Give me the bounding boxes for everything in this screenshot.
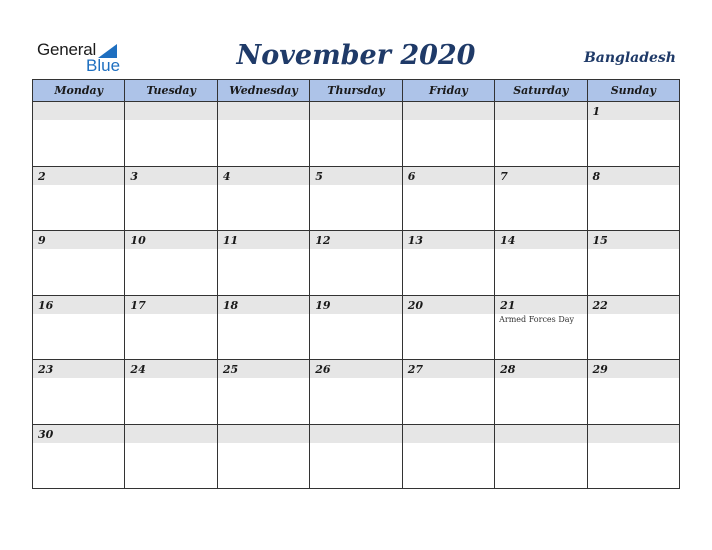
- day-cell: [310, 360, 402, 425]
- day-number: 2: [38, 169, 46, 183]
- day-number: 6: [407, 169, 416, 183]
- day-number: 7: [500, 169, 508, 183]
- day-number: 21: [500, 298, 516, 312]
- day-cell: [125, 295, 217, 360]
- day-cell: [217, 102, 309, 167]
- week-row: [33, 166, 680, 231]
- day-number: 20: [407, 298, 423, 312]
- day-number-bar: [495, 167, 586, 185]
- day-cell: [587, 424, 679, 489]
- day-number-bar: [588, 167, 679, 185]
- day-cell: [217, 231, 309, 296]
- week-row: [33, 424, 680, 489]
- logo-text-general: General: [37, 40, 97, 59]
- day-number: 16: [38, 298, 54, 312]
- day-cell: [587, 102, 679, 167]
- day-number-bar: [588, 102, 679, 120]
- day-cell: [33, 231, 125, 296]
- day-number-bar: [403, 102, 494, 120]
- day-number-bar: [218, 425, 309, 443]
- weekday-sunday: Sunday: [587, 80, 679, 102]
- day-cell: [310, 424, 402, 489]
- day-cell: [402, 424, 494, 489]
- day-cell: [217, 295, 309, 360]
- day-cell: [587, 360, 679, 425]
- day-number-bar: [125, 167, 216, 185]
- day-number-bar: [33, 102, 124, 120]
- day-number-bar: [310, 102, 401, 120]
- weekday-monday: Monday: [33, 80, 125, 102]
- weekday-thursday: Thursday: [310, 80, 402, 102]
- day-number-bar: [403, 425, 494, 443]
- day-cell: [495, 424, 587, 489]
- day-number: 18: [222, 298, 239, 312]
- day-number-bar: [310, 425, 401, 443]
- day-number: 11: [222, 234, 239, 247]
- day-cell: [495, 166, 587, 231]
- day-cell: [402, 360, 494, 425]
- day-number-bar: [495, 425, 586, 443]
- day-number: 22: [592, 298, 608, 312]
- day-number: 12: [315, 234, 331, 247]
- day-cell: [402, 231, 494, 296]
- day-number-bar: [588, 425, 679, 443]
- day-cell: [587, 231, 679, 296]
- holiday-label: Armed Forces Day: [499, 314, 575, 324]
- day-number-bar: [125, 102, 216, 120]
- day-cell: [310, 166, 402, 231]
- day-cell: [310, 231, 402, 296]
- day-cell: [217, 424, 309, 489]
- day-cell: [33, 360, 125, 425]
- day-cell: [310, 102, 402, 167]
- day-number-bar: [218, 167, 309, 185]
- day-cell: [402, 166, 494, 231]
- weekday-tuesday: Tuesday: [125, 80, 217, 102]
- day-cell: [587, 166, 679, 231]
- day-cell: [217, 166, 309, 231]
- day-number-bar: [403, 167, 494, 185]
- day-cell: [125, 166, 217, 231]
- day-cell: [587, 295, 679, 360]
- day-number: 4: [222, 169, 231, 183]
- calendar-title: November 2020: [236, 40, 476, 71]
- day-cell: [495, 102, 587, 167]
- weekday-friday: Friday: [402, 80, 494, 102]
- day-number: 10: [130, 234, 146, 247]
- day-number-bar: [33, 231, 124, 249]
- week-row: [33, 295, 680, 360]
- day-number: 5: [315, 169, 323, 183]
- logo-text-blue: Blue: [86, 56, 121, 75]
- day-number: 15: [592, 234, 608, 247]
- day-cell: [495, 295, 587, 360]
- day-number: 29: [592, 363, 608, 376]
- day-cell: [33, 102, 125, 167]
- day-cell: [33, 166, 125, 231]
- weekday-wednesday: Wednesday: [217, 80, 309, 102]
- day-number-bar: [218, 102, 309, 120]
- day-number: 26: [315, 363, 331, 376]
- country-label: Bangladesh: [583, 50, 676, 66]
- day-cell: [495, 231, 587, 296]
- day-number: 1: [592, 105, 601, 118]
- week-row: [33, 102, 680, 167]
- day-cell: [495, 360, 587, 425]
- day-number: 19: [315, 298, 331, 312]
- day-cell: [402, 295, 494, 360]
- day-cell: [125, 231, 217, 296]
- day-cell: [33, 295, 125, 360]
- day-cell: [125, 424, 217, 489]
- day-cell: [125, 102, 217, 167]
- week-row: [33, 231, 680, 296]
- day-cell: [310, 295, 402, 360]
- day-number: 24: [130, 363, 146, 376]
- day-number: 30: [38, 427, 54, 441]
- weekday-header-row: [33, 80, 680, 102]
- day-number-bar: [310, 167, 401, 185]
- day-number: 3: [130, 169, 139, 183]
- day-number-bar: [125, 425, 216, 443]
- day-number: 8: [592, 169, 601, 183]
- day-number: 17: [130, 298, 146, 312]
- day-number: 13: [407, 234, 423, 247]
- day-cell: [217, 360, 309, 425]
- week-row: [33, 360, 680, 425]
- day-number: 9: [38, 234, 46, 247]
- day-number-bar: [495, 102, 586, 120]
- day-number-bar: [33, 167, 124, 185]
- day-cell: [402, 102, 494, 167]
- day-number: 25: [222, 363, 239, 376]
- day-number: 27: [407, 363, 423, 376]
- weekday-saturday: Saturday: [495, 80, 587, 102]
- calendar-grid: [32, 79, 680, 489]
- day-cell: [125, 360, 217, 425]
- day-number: 23: [38, 363, 54, 376]
- day-number: 28: [500, 363, 516, 376]
- day-number: 14: [500, 234, 516, 247]
- day-cell: [33, 424, 125, 489]
